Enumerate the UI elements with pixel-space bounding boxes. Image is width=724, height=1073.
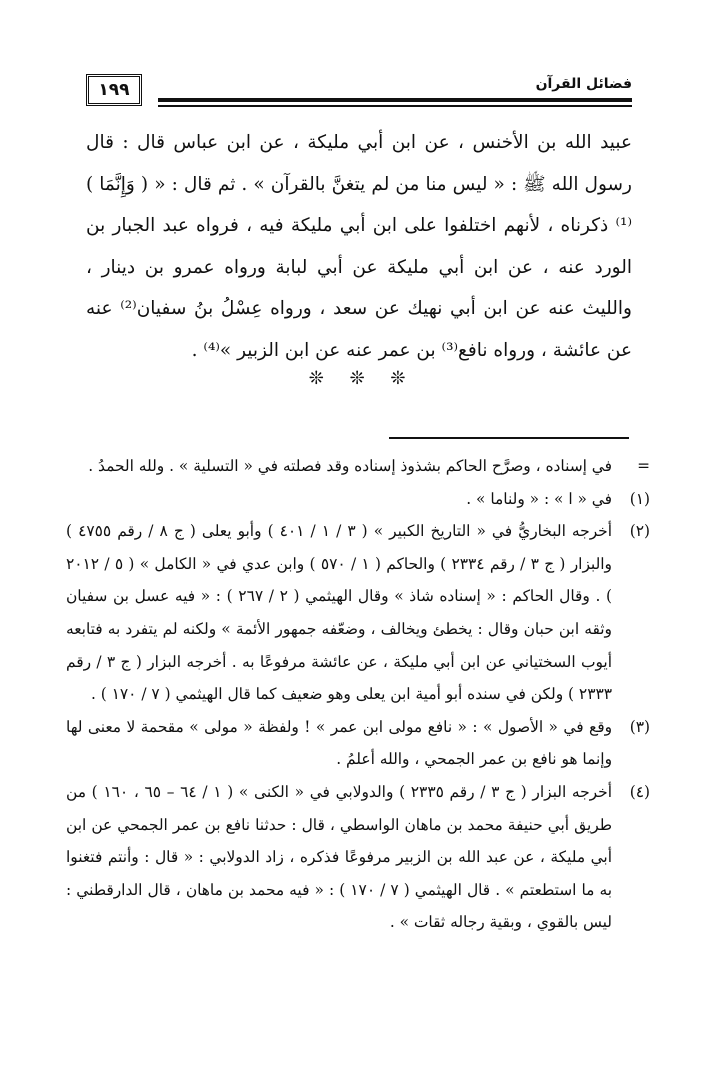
footnote-marker: = — [637, 457, 650, 475]
footnote-text: وقع في « الأصول » : « نافع مولى ابن عمر » ! ولفظة « مولى » مقحمة لا معنى لها وإنما هو نافع بن عمر الجمحي ، والله أعلمُ . — [66, 717, 612, 769]
footnote-text: في إسناده ، وصرَّح الحاكم بشذوذ إسناده وقد فصلته في « التسلية » . ولله الحمدُ . — [88, 457, 612, 475]
header-rule-thin — [158, 105, 632, 107]
footnote-text: أخرجه البزار ( ج ٣ / رقم ٢٣٣٥ ) والدولابي في « الكنى » ( ١ / ٦٤ – ٦٥ ، ١٦٠ ) من طريق أبي حنيفة محمد بن ماهان الواسطي ، قال : حدثنا نافع بن عمر الجمحي عن ابن أبي مليكة ، عن عبد الله بن الزبير مرفوعًا فذكره ، زاد الدولابي : « قال : وأنتم فتغنوا به ما استطعتم » . قال الهيثمي ( ٧ / ١٧٠ ) : « فيه محمد بن ماهان ، قال الدارقطني : ليس بالقوي ، وبقية رجاله ثقات » . — [66, 782, 612, 932]
footnote-3 — [66, 711, 650, 776]
footnote-text: أخرجه البخاريُّ في « التاريخ الكبير » ( ٣ / ١ / ٤٠١ ) وأبو يعلى ( ج ٨ / رقم ٤٧٥٥ ) والبزار ( ج ٣ / رقم ٢٣٣٤ ) والحاكم ( ١ / ٥٧٠ ) وابن عدي في « الكامل » ( ٥ / ٢٠١٢ ) . وقال الحاكم : « إسناده شاذ » وقال الهيثمي ( ٢ / ٢٦٧ ) : « فيه عسل بن سفيان وثقه ابن حبان وقال : يخطئ ويخالف ، وضعّفه جمهور الأئمة » ولكنه لم يتفرد به فتابعه أيوب السختياني عن ابن أبي مليكة ، عن عائشة مرفوعًا به . أخرجه البزار ( ج ٣ / رقم ٢٣٣٣ ) ولكن في سنده أبو أمية ابن يعلى وهو ضعيف كما قال الهيثمي ( ٧ / ١٧٠ ) . — [66, 522, 612, 704]
section-separator: ❊ ❊ ❊ — [308, 368, 416, 389]
footnote-marker: (٢) — [629, 522, 650, 541]
footnote-4 — [66, 776, 650, 939]
footnote-marker: (٤) — [629, 782, 650, 801]
header-rule-thick — [158, 98, 632, 102]
footnote-marker: (١) — [629, 489, 650, 508]
footnote-marker: (٣) — [629, 717, 650, 736]
page-number: ١٩٩ — [86, 74, 142, 106]
page-header — [86, 74, 632, 126]
running-title: فضائل القرآن — [535, 76, 632, 92]
main-paragraph: عبيد الله بن الأخنس ، عن ابن أبي مليكة ، عن ابن عباس قال : قال رسول الله ﷺ : « ليس منا من لم يتغنَّ بالقرآن » . ثم قال : « ( وَإِنَّمَا )⁽¹⁾ ذكرناه ، لأنهم اختلفوا على ابن أبي مليكة فيه ، فرواه عبد الجبار بن الورد عنه ، عن ابن أبي مليكة عن أبي لبابة ورواه عمرو بن دينار ، والليث عنه عن ابن أبي نهيك عن سعد ، ورواه عِسْلُ بنُ سفيان⁽²⁾ عنه عن عائشة ، ورواه نافع⁽³⁾ بن عمر عنه عن ابن الزبير »⁽⁴⁾ . — [86, 132, 632, 361]
footnote-continuation — [66, 450, 650, 483]
footnote-text: في « ا » : « ولناما » . — [466, 489, 612, 508]
main-text — [86, 122, 632, 371]
footnotes — [66, 450, 650, 939]
footnote-1 — [66, 483, 650, 516]
footnote-2 — [66, 515, 650, 711]
footnote-rule — [389, 437, 629, 439]
